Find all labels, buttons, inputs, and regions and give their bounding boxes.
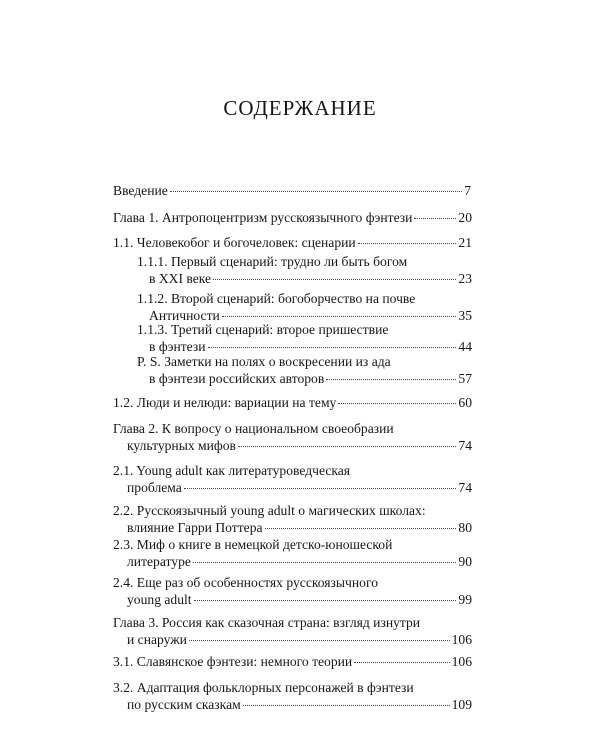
toc-entry-title-line1: Глава 2. К вопросу о национальном своеобразии — [113, 421, 394, 436]
toc-entry-title-line1: 3.2. Адаптация фольклорных персонажей в фэнтези — [113, 680, 414, 695]
toc-page-number: 99 — [458, 592, 472, 607]
toc-entry-1-1-3[interactable] — [137, 321, 472, 355]
toc-entry-title-line2: по русским сказкам — [127, 697, 241, 712]
leader-dots — [208, 347, 457, 348]
leader-dots — [170, 191, 462, 192]
toc-entry-title-line2: young adult — [127, 592, 192, 607]
toc-entry-title-line1: 2.1. Young adult как литературоведческая — [113, 463, 351, 478]
leader-dots — [213, 279, 456, 280]
toc-entry-chapter-1[interactable] — [113, 209, 472, 226]
toc-entry-title-line2: в фэнтези — [149, 339, 206, 354]
toc-entry-title: Глава 1. Антропоцентризм русскоязычного фэнтези — [113, 210, 413, 225]
leader-dots — [414, 218, 456, 219]
toc-entry-2-1[interactable] — [113, 462, 472, 496]
leader-dots — [189, 640, 450, 641]
page-title: СОДЕРЖАНИЕ — [223, 96, 377, 120]
toc-page-number: 60 — [458, 395, 472, 410]
toc-entry-title-line2: и снаружи — [127, 632, 187, 647]
toc-entry-title-line2: в фэнтези российских авторов — [149, 371, 325, 386]
toc-entry-title-line1: P. S. Заметки на полях о воскресении из ада — [137, 354, 391, 369]
toc-entry-title: 1.2. Люди и нелюди: вариации на тему — [113, 395, 337, 410]
toc-page-number: 57 — [458, 371, 472, 386]
toc-entry-3-2[interactable] — [113, 679, 472, 713]
toc-entry-intro[interactable] — [113, 182, 471, 199]
leader-dots — [243, 705, 450, 706]
toc-entry-chapter-3[interactable] — [113, 614, 472, 648]
toc-entry-1-1[interactable] — [113, 234, 472, 251]
leader-dots — [222, 316, 457, 317]
toc-entry-title-line2: влияние Гарри Поттера — [127, 520, 263, 535]
toc-entry-1-1-2[interactable] — [137, 290, 472, 324]
toc-entry-title-line1: 2.4. Еще раз об особенностях русскоязычного — [113, 575, 378, 590]
toc-page-number: 90 — [458, 554, 472, 569]
leader-dots — [326, 379, 456, 380]
toc-page-number: 35 — [458, 308, 472, 323]
toc-page-number: 20 — [458, 210, 472, 225]
toc-entry-title-line1: 1.1.2. Второй сценарий: богоборчество на почве — [137, 291, 416, 306]
toc-page-number: 21 — [458, 235, 472, 250]
leader-dots — [238, 446, 456, 447]
toc-page-number: 74 — [458, 438, 472, 453]
toc-page-number: 23 — [458, 271, 472, 286]
leader-dots — [358, 243, 457, 244]
toc-page-number: 7 — [464, 183, 471, 198]
toc-entry-title-line2: культурных мифов — [127, 438, 236, 453]
toc-entry-title: 1.1. Человекобог и богочеловек: сценарии — [113, 235, 356, 250]
toc-entry-title-line2: Античности — [149, 308, 220, 323]
toc-entry-title-line1: Глава 3. Россия как сказочная страна: взгляд изнутри — [113, 615, 421, 630]
toc-entry-title-line2: в XXI веке — [149, 271, 212, 286]
toc-entry-1-1-1[interactable] — [137, 253, 472, 287]
toc-entry-title-line1: 2.2. Русскоязычный young adult о магических школах: — [113, 503, 426, 518]
toc-entry-1-2[interactable] — [113, 394, 472, 411]
toc-page-number: 109 — [451, 697, 472, 712]
leader-dots — [194, 600, 457, 601]
toc-entry-2-4[interactable] — [113, 574, 472, 608]
toc-entry-title: Введение — [113, 183, 168, 198]
leader-dots — [338, 403, 456, 404]
toc-entry-title-line2: проблема — [127, 480, 182, 495]
leader-dots — [354, 662, 449, 663]
toc-entry-title: 3.1. Славянское фэнтези: немного теории — [113, 654, 353, 669]
toc-page-number: 44 — [458, 339, 472, 354]
toc-page-number: 80 — [458, 520, 472, 535]
leader-dots — [265, 528, 457, 529]
toc-page-number: 106 — [451, 632, 472, 647]
toc-entry-title-line1: 1.1.1. Первый сценарий: трудно ли быть богом — [137, 254, 408, 269]
toc-page-number: 106 — [451, 654, 472, 669]
toc-entry-3-1[interactable] — [113, 653, 472, 670]
toc-entry-2-3[interactable] — [113, 536, 472, 570]
leader-dots — [184, 488, 457, 489]
toc-entry-title-line1: 1.1.3. Третий сценарий: второе пришествие — [137, 322, 389, 337]
toc-entry-title-line1: 2.3. Миф о книге в немецкой детско-юношеской — [113, 537, 393, 552]
toc-entry-title-line2: литературе — [127, 554, 191, 569]
toc-entry-2-2[interactable] — [113, 502, 472, 536]
toc-entry-chapter-2[interactable] — [113, 420, 472, 454]
toc-page-number: 74 — [458, 480, 472, 495]
leader-dots — [193, 562, 457, 563]
toc-entry-ps[interactable] — [137, 353, 472, 387]
